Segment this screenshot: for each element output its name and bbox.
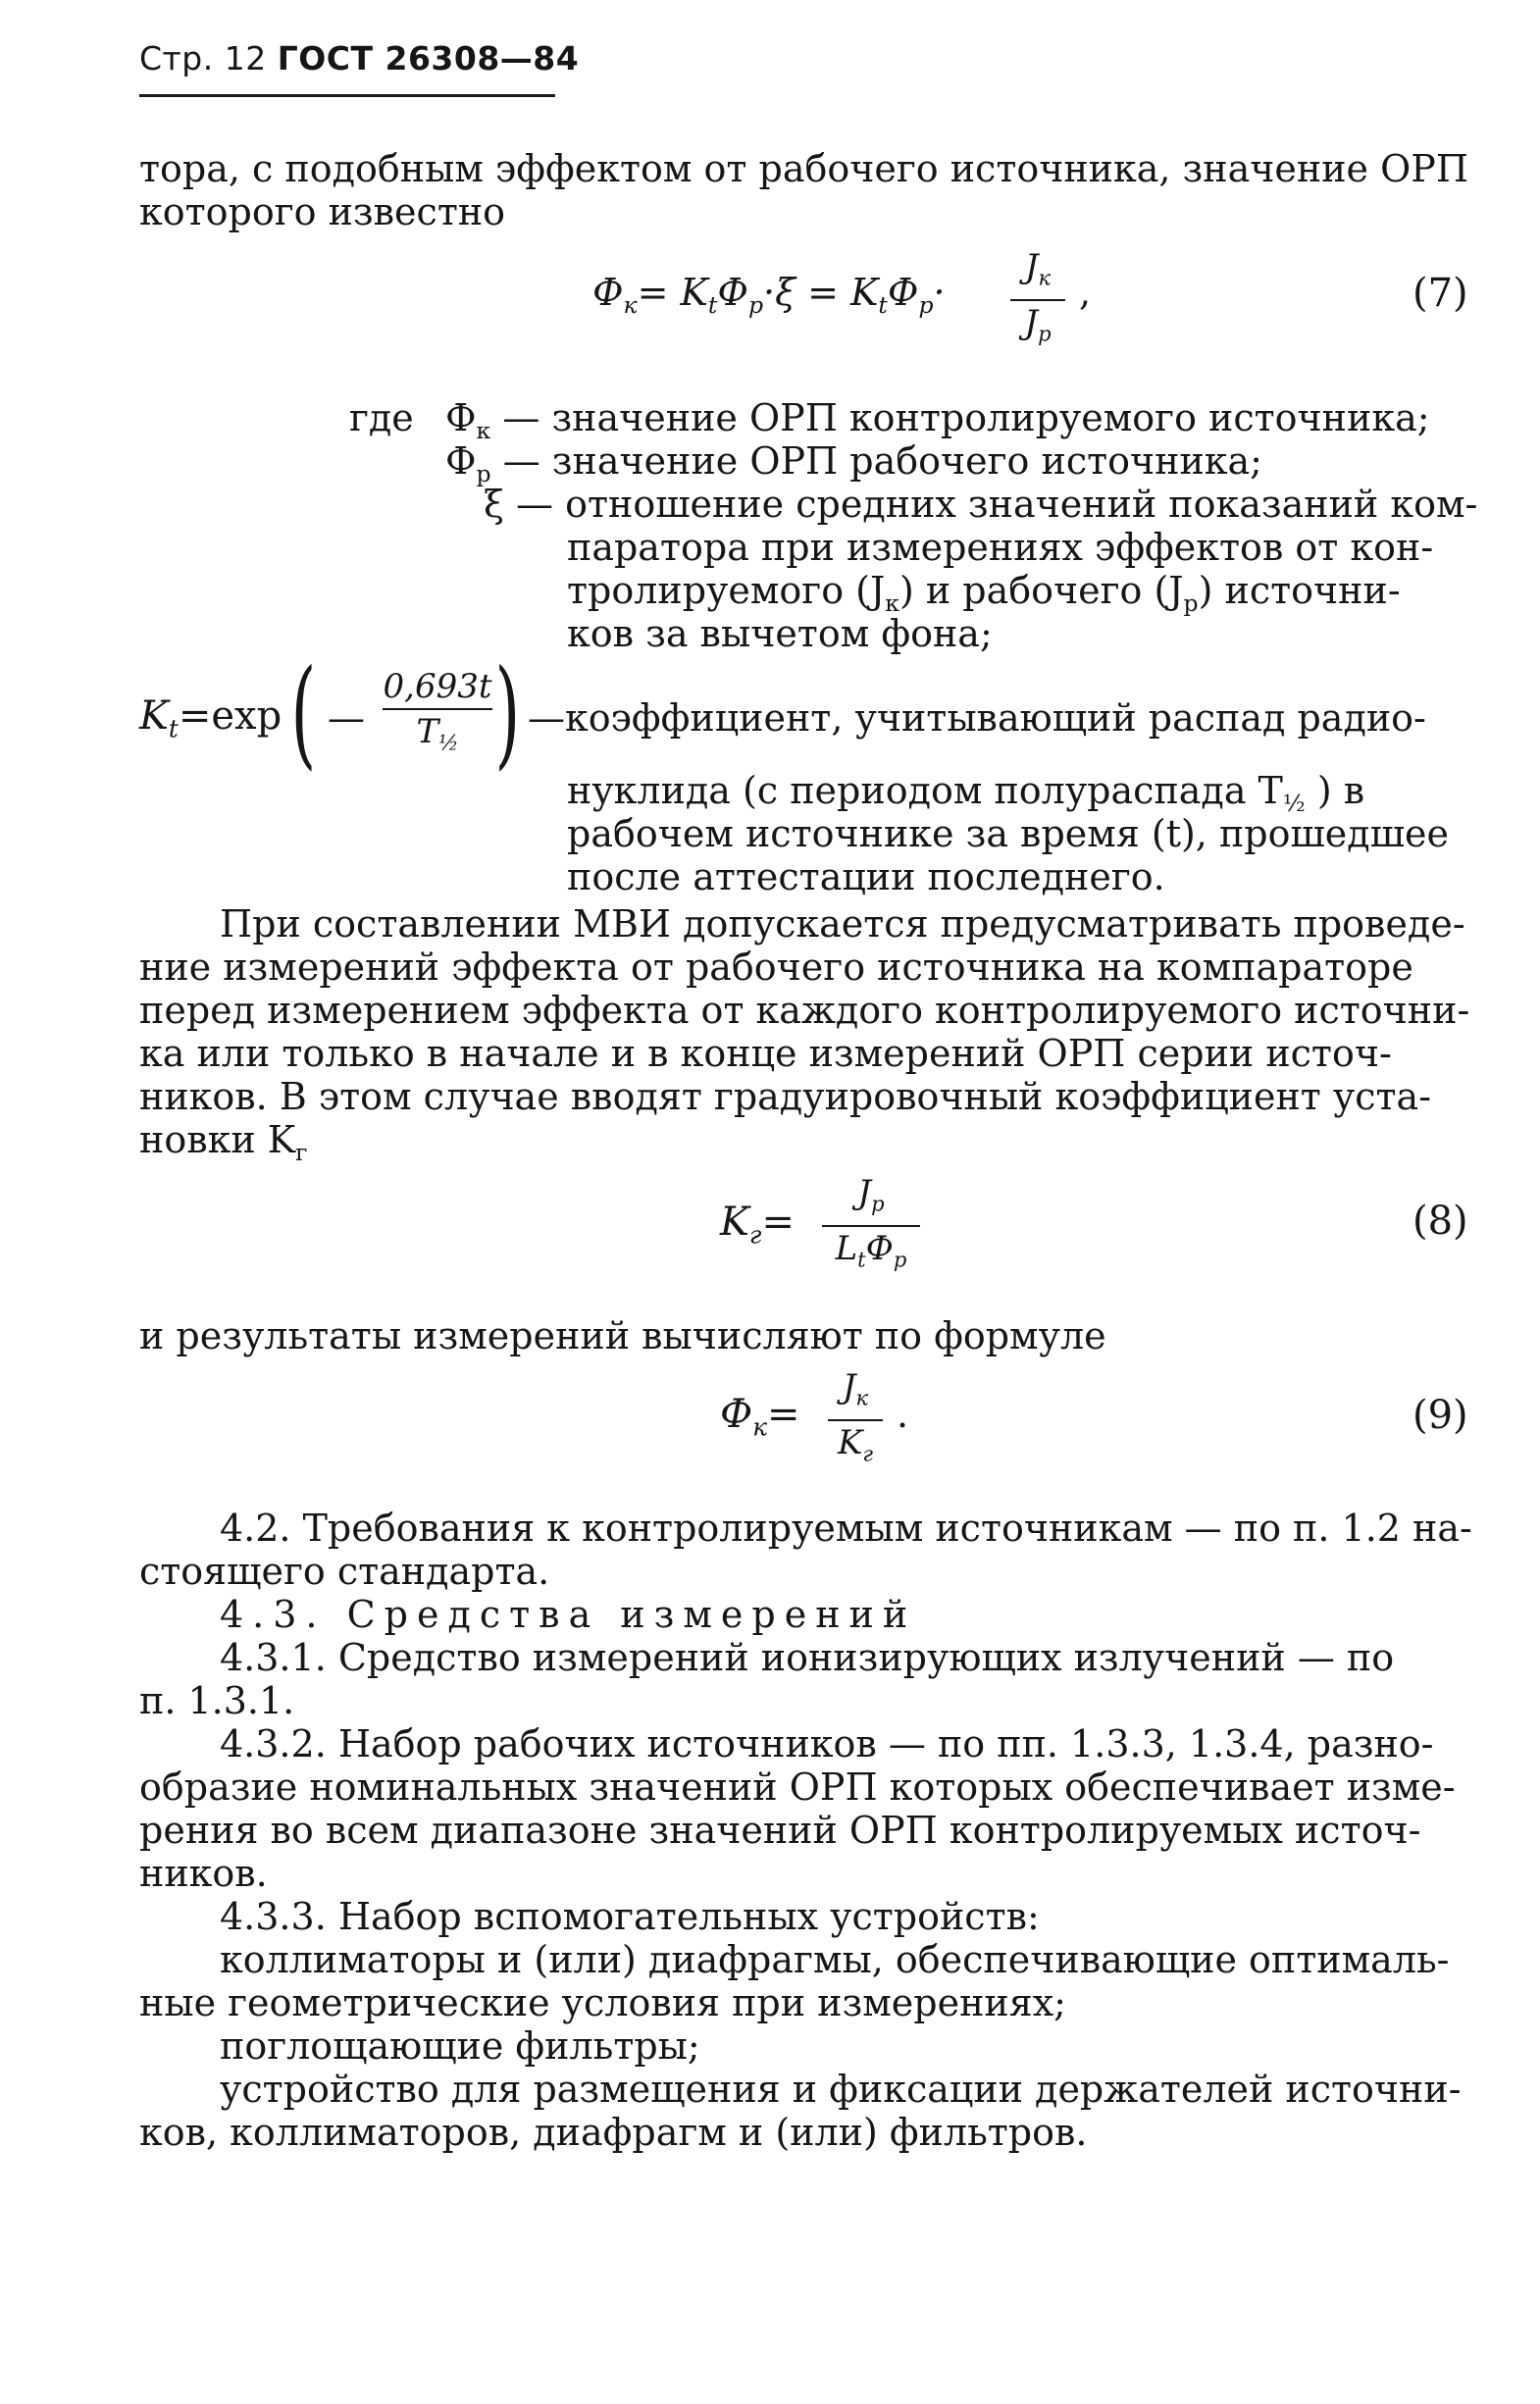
- equation-9-lhs: $Ф_к=$: [720, 1392, 800, 1442]
- page-header: [139, 39, 579, 77]
- kt-formula-lhs: $K_t=\exp$: [139, 693, 282, 743]
- text-line: п. 1.3.1.: [139, 1679, 295, 1722]
- text-line: При составлении МВИ допускается предусматривать проведе-: [220, 902, 1465, 946]
- equation-number-7: (7): [1412, 271, 1468, 316]
- text-line: рения во всем диапазоне значений ОРП контролируемых источ-: [139, 1809, 1421, 1852]
- text-line: тролируемого $(J_к)$ и рабочего $(J_р)$ источни-: [567, 569, 1401, 618]
- text-line: нуклида (с периодом полураспада $T_{\frac{1}{2}}$ ) в: [567, 769, 1365, 818]
- text-line: ние измерений эффекта от рабочего источника на компараторе: [139, 946, 1413, 989]
- list-item: устройство для размещения и фиксации держателей источни-: [220, 2068, 1462, 2111]
- equation-number-8: (8): [1412, 1199, 1468, 1244]
- equation-7-fraction: $J_к$ $J_р$: [1010, 247, 1065, 354]
- section-4-3-title: 4.3. Средства измерений: [220, 1593, 917, 1636]
- text-line: после аттестации последнего.: [567, 855, 1165, 898]
- section-4-3-1: 4.3.1. Средство измерений ионизирующих излучений — по: [220, 1636, 1395, 1679]
- text-line: паратора при измерениях эффектов от кон-: [567, 526, 1434, 569]
- header-standard-code: ГОСТ 26308—84: [277, 39, 580, 77]
- text-line: которого известно: [139, 190, 506, 233]
- equation-7: $Ф_к= K_tФ_р\cdot\xi = K_tФ_р\cdot$: [592, 271, 946, 320]
- equation-7-tail: ,: [1079, 271, 1092, 314]
- text-line: ков за вычетом фона;: [567, 612, 993, 655]
- text-line: тора, с подобным эффектом от рабочего источника, значение ОРП: [139, 147, 1468, 190]
- header-rule: [139, 94, 555, 97]
- where-item-xi: ξ — отношение средних значений показаний ком-: [484, 483, 1478, 526]
- text-line: образие номинальных значений ОРП которых обеспечивает изме-: [139, 1765, 1456, 1809]
- header-page-number: Стр. 12: [139, 39, 267, 77]
- left-paren: (: [290, 645, 317, 782]
- kt-fraction: 0,693t $T_{\frac{1}{2}}$: [383, 667, 492, 755]
- list-item: поглощающие фильтры;: [220, 2024, 700, 2068]
- text-line: ников. В этом случае вводят градуировочный коэффициент уста-: [139, 1075, 1432, 1118]
- text-line: новки $K_г$: [139, 1118, 308, 1167]
- equation-9-tail: .: [897, 1393, 909, 1436]
- where-item-phi-r: $Ф_р$ — значение ОРП рабочего источника;: [445, 439, 1262, 488]
- section-4-3-3: 4.3.3. Набор вспомогательных устройств:: [220, 1895, 1040, 1938]
- equation-8-lhs: $K_г=$: [720, 1200, 795, 1250]
- text-line: и результаты измерений вычисляют по формуле: [139, 1314, 1106, 1357]
- equation-8-fraction: $J_р$ $L_tФ_р$: [822, 1173, 920, 1280]
- text-line: ников.: [139, 1852, 268, 1895]
- kt-description: —коэффициент, учитывающий распад радио-: [528, 696, 1426, 740]
- section-4-3-2: 4.3.2. Набор рабочих источников — по пп. 1.3.3, 1.3.4, разно-: [220, 1722, 1434, 1765]
- text-line: стоящего стандарта.: [139, 1550, 550, 1593]
- equation-number-9: (9): [1412, 1393, 1468, 1438]
- section-4-2: 4.2. Требования к контролируемым источникам — по п. 1.2 на-: [220, 1507, 1472, 1550]
- text-line: ные геометрические условия при измерениях;: [139, 1981, 1066, 2024]
- text-line: рабочем источнике за время (t), прошедшее: [567, 812, 1449, 855]
- text-line: ков, коллиматоров, диафрагм и (или) фильтров.: [139, 2111, 1088, 2154]
- right-paren: ): [494, 645, 521, 782]
- list-item: коллиматоры и (или) диафрагмы, обеспечивающие оптималь-: [220, 1938, 1450, 1981]
- where-word: где: [349, 396, 414, 439]
- equation-9-fraction: $J_к$ $K_г$: [828, 1367, 883, 1474]
- where-item-phi-k: $Ф_к$ — значение ОРП контролируемого источника;: [445, 396, 1430, 445]
- text-line: ка или только в начале и в конце измерений ОРП серии источ-: [139, 1032, 1392, 1075]
- text-line: перед измерением эффекта от каждого контролируемого источни-: [139, 989, 1470, 1032]
- kt-minus: —: [328, 696, 365, 740]
